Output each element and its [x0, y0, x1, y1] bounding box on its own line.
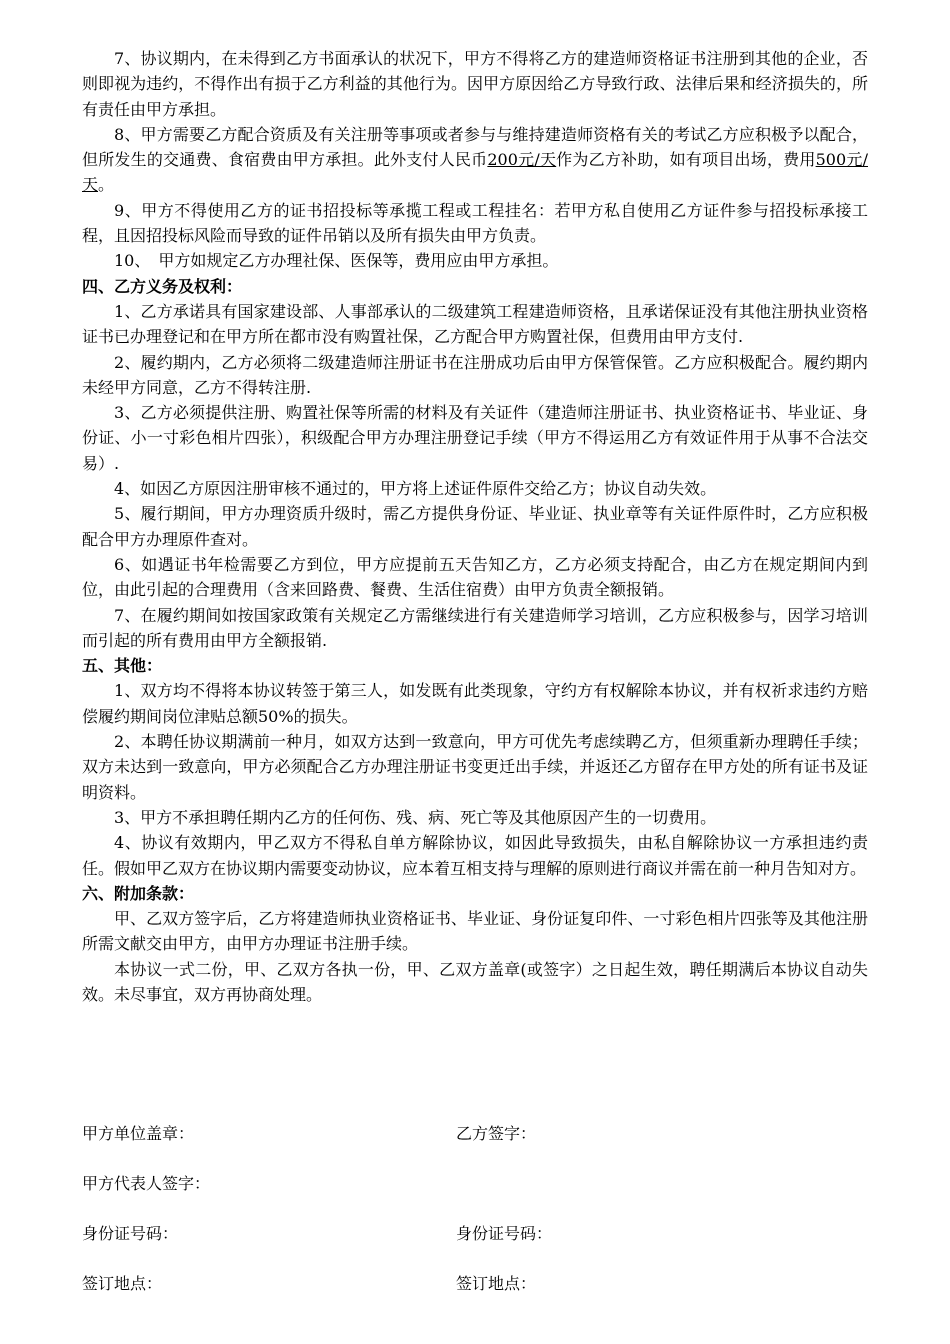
clause-3-8-text-b: 作为乙方补助，如有项目出场，费用: [556, 150, 816, 170]
clause-4-1: 1、乙方承诺具有国家建设部、人事部承认的二级建筑工程建造师资格，且承诺保证没有其他注册执业资格证书已办理登记和在甲方所在都市没有购置社保，乙方配合甲方购置社保，但费用由甲方支付.: [82, 301, 868, 347]
clause-6-1: 甲、乙双方签字后，乙方将建造师执业资格证书、毕业证、身份证复印件、一寸彩色相片四张等及其他注册所需文献交由甲方，由甲方办理证书注册手续。: [82, 909, 868, 954]
party-b-sign-label: 乙方签字：: [456, 1124, 537, 1143]
party-b-place-label: 签订地点：: [456, 1274, 537, 1293]
section-5-heading: 五、其他：: [82, 656, 163, 676]
clause-3-8-text-c: 。: [98, 175, 115, 195]
clause-6-2: 本协议一式二份，甲、乙双方各执一份，甲、乙双方盖章(或签字）之日起生效，聘任期满后本协议自动失效。未尽事宜，双方再协商处理。: [82, 959, 868, 1004]
party-a-id-label: 身份证号码：: [82, 1224, 179, 1243]
clause-4-4: 4、如因乙方原因注册审核不通过的，甲方将上述证件原件交给乙方；协议自动失效。: [114, 479, 717, 499]
clause-5-1: 1、双方均不得将本协议转签于第三人，如发既有此类现象，守约方有权解除本协议，并有权祈求违约方赔偿履约期间岗位津贴总额50%的损失。: [82, 681, 868, 726]
section-4-heading: 四、乙方义务及权利：: [82, 276, 243, 296]
clause-3-8: [82, 122, 868, 198]
clause-5-4: 4、协议有效期内，甲乙双方不得私自单方解除协议，如因此导致损失，由私自解除协议一方承担违约责任。假如甲乙双方在协议期内需要变动协议，应本着互相支持与理解的原则进行商议并需在前一种月告知对方。: [82, 833, 868, 878]
daily-allowance-amount: 200元/天: [487, 150, 557, 170]
section-6-heading: 六、附加条款：: [82, 883, 195, 903]
clause-5-2: 2、本聘任协议期满前一种月，如双方达到一致意向，甲方可优先考虑续聘乙方，但须重新办理聘任手续；双方未达到一致意向，甲方必须配合乙方办理注册证书变更迁出手续，并返还乙方留存在甲方处的所有证书及证明资料。: [82, 732, 868, 802]
contract-page: [82, 46, 868, 1007]
project-fee-amount: 500元/天: [82, 150, 868, 195]
clause-3-8-text-a: 8、甲方需要乙方配合资质及有关注册等事项或者参与与维持建造师资格有关的考试乙方应积极予以配合，但所发生的交通费、食宿费由甲方承担。此外支付人民币: [82, 124, 868, 170]
clause-4-7: 7、在履约期间如按国家政策有关规定乙方需继续进行有关建造师学习培训，乙方应积极参与，因学习培训而引起的所有费用由甲方全额报销.: [82, 605, 868, 650]
clause-4-5: 5、履行期间，甲方办理资质升级时，需乙方提供身份证、毕业证、执业章等有关证件原件时，乙方应积极配合甲方办理原件查对。: [82, 504, 868, 549]
clause-3-7: 7、协议期内，在未得到乙方书面承认的状况下，甲方不得将乙方的建造师资格证书注册到其他的企业，否则即视为违约，不得作出有损于乙方利益的其他行为。因甲方原因给乙方导致行政、法律后果和经济损失的，所有责任由甲方承担。: [82, 49, 868, 119]
clause-3-9: 9、甲方不得使用乙方的证书招投标等承揽工程或工程挂名：若甲方私自使用乙方证件参与招投标承接工程，且因招投标风险而导致的证件吊销以及所有损失由甲方负责。: [82, 200, 868, 246]
party-b-id-label: 身份证号码：: [456, 1224, 553, 1243]
party-a-rep-label: 甲方代表人签字：: [82, 1174, 211, 1193]
party-a-place-label: 签订地点：: [82, 1274, 163, 1293]
clause-4-2: 2、履约期内，乙方必须将二级建造师注册证书在注册成功后由甲方保管保管。乙方应积极配合。履约期内未经甲方同意，乙方不得转注册.: [82, 352, 868, 397]
clause-4-3: 3、乙方必须提供注册、购置社保等所需的材料及有关证件（建造师注册证书、执业资格证书、毕业证、身份证、小一寸彩色相片四张），积级配合甲方办理注册登记手续（甲方不得运用乙方有效证件用于从事不合法交易）.: [82, 403, 868, 473]
clause-5-3: 3、甲方不承担聘任期内乙方的任何伤、残、病、死亡等及其他原因产生的一切费用。: [114, 807, 717, 827]
clause-3-10: 10、 甲方如规定乙方办理社保、医保等，费用应由甲方承担。: [114, 251, 559, 271]
clause-4-6: 6、如遇证书年检需要乙方到位，甲方应提前五天告知乙方，乙方必须支持配合，由乙方在规定期间内到位，由此引起的合理费用（含来回路费、餐费、生活住宿费）由甲方负责全额报销。: [82, 554, 868, 600]
party-a-seal-label: 甲方单位盖章：: [82, 1124, 195, 1143]
